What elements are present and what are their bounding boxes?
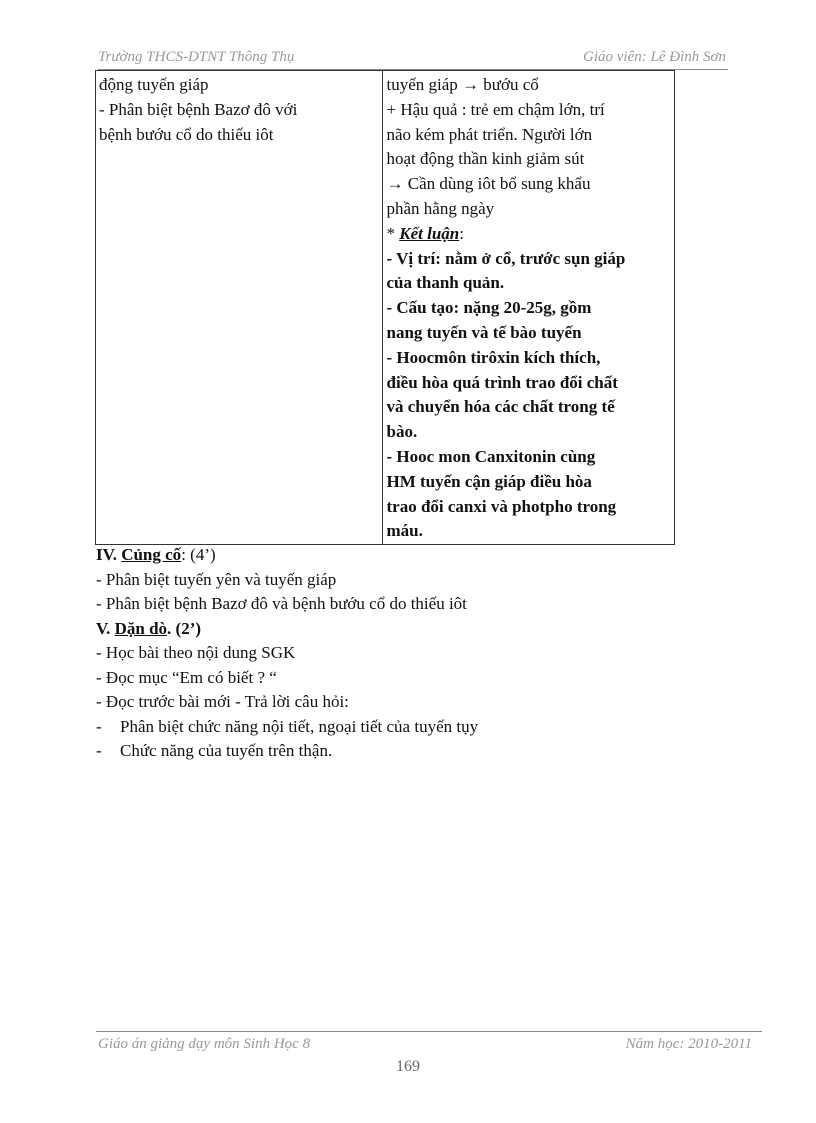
- page-number: 169: [396, 1058, 420, 1075]
- conclusion-label: Kết luận: [399, 223, 460, 243]
- conclusion-line: - Vị trí: nằm ở cổ, trước sụn giáp: [386, 248, 626, 268]
- conclusion-line: điều hòa quá trình trao đổi chất: [386, 372, 618, 392]
- right-line: + Hậu quả : trẻ em chậm lớn, trí: [386, 99, 605, 119]
- lesson-table: [95, 70, 675, 545]
- right-line: não kém phát triển. Người lớn: [386, 124, 593, 144]
- section-time: . (2’): [167, 618, 202, 638]
- conclusion-line: - Hooc mon Canxitonin cùng: [386, 446, 596, 466]
- right-line: tuyến giáp → bướu cổ: [386, 75, 539, 94]
- page-header: [98, 47, 728, 70]
- conclusion-prefix: *: [386, 223, 400, 243]
- conclusion-line: HM tuyến cận giáp điều hòa: [386, 471, 592, 491]
- right-line: phần hằng ngày: [386, 198, 495, 218]
- left-cell: [96, 71, 383, 545]
- bullet-dash: -: [96, 741, 102, 760]
- bullet-dash: -: [96, 716, 102, 736]
- header-school: Trường THCS-DTNT Thông Thụ: [98, 49, 295, 65]
- conclusion-line: trao đổi canxi và photpho trong: [386, 496, 617, 516]
- list-item: - Đọc trước bài mới - Trả lời câu hỏi:: [96, 692, 349, 711]
- section-heading-homework: [96, 617, 736, 642]
- conclusion-line: của thanh quản.: [386, 273, 505, 293]
- sub-item-text: Phân biệt chức năng nội tiết, ngoại tiết của tuyến tụy: [120, 716, 479, 736]
- right-cell: [383, 71, 675, 545]
- sub-item-text: Chức năng của tuyến trên thận.: [120, 741, 333, 760]
- conclusion-line: máu.: [386, 521, 423, 541]
- list-item: - Phân biệt bệnh Bazơ đô và bệnh bướu cổ do thiếu iôt: [96, 594, 467, 613]
- left-line: - Phân biệt bệnh Bazơ đô với: [99, 99, 298, 119]
- footer-subject: Giáo án giảng dạy môn Sinh Học 8: [98, 1036, 311, 1052]
- section-title: Dặn dò: [114, 618, 168, 638]
- list-item: - Học bài theo nội dung SGK: [96, 643, 296, 662]
- sub-list-item: [96, 715, 736, 740]
- section-number: IV.: [96, 545, 122, 564]
- lesson-body: [96, 543, 736, 764]
- conclusion-line: - Cấu tạo: nặng 20-25g, gồm: [386, 298, 592, 318]
- list-item: - Đọc mục “Em có biết ? “: [96, 667, 277, 687]
- conclusion-line: và chuyển hóa các chất trong tế: [386, 397, 615, 417]
- right-line: → Cần dùng iôt bổ sung khẩu: [386, 174, 591, 194]
- sub-list-item: [96, 739, 736, 764]
- page-footer: [96, 1031, 762, 1060]
- conclusion-line: - Hoocmôn tirôxin kích thích,: [386, 347, 601, 367]
- conclusion-heading: [386, 222, 671, 247]
- section-title: Củng cố: [121, 545, 182, 564]
- conclusion-suffix: :: [459, 223, 464, 243]
- header-teacher: Giáo viên: Lê Đình Sơn: [583, 49, 726, 65]
- conclusion-line: bào.: [386, 422, 418, 442]
- left-line: động tuyến giáp: [99, 75, 209, 94]
- left-line: bệnh bướu cổ do thiếu iôt: [99, 124, 274, 144]
- section-number: V.: [96, 618, 115, 638]
- list-item: - Phân biệt tuyến yên và tuyến giáp: [96, 569, 337, 589]
- table-row: [96, 71, 675, 545]
- footer-year: Năm học: 2010-2011: [625, 1036, 752, 1052]
- section-heading-consolidation: [96, 543, 736, 568]
- right-line: hoạt động thần kinh giảm sút: [386, 149, 585, 169]
- conclusion-line: nang tuyến và tế bào tuyến: [386, 322, 582, 342]
- section-time: : (4’): [181, 545, 216, 564]
